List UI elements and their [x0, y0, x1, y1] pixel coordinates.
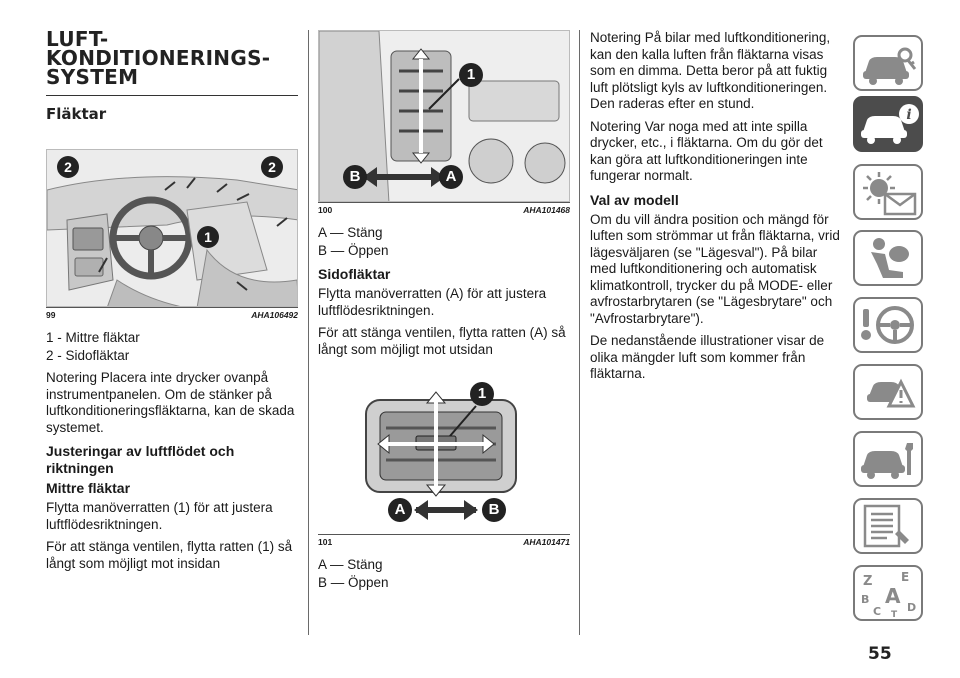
middle-vents-p2: För att stänga ventilen, flytta ratten (1) så långt som möjligt mot insidan — [46, 539, 293, 571]
column-3 — [590, 30, 842, 389]
callout-2-right: 2 — [261, 156, 283, 178]
tab-emergency[interactable] — [853, 364, 923, 420]
callout-1: 1 — [459, 63, 483, 87]
index-letter-b: B — [861, 593, 870, 606]
legend-item-2: 2 - Sidofläktar — [46, 347, 130, 363]
model-selection-p1: Om du vill ändra position och mängd för luften som strömmar ut från fläktarna, vrid lägesväljaren (se "Lägesval"). På bilar med luftkonditionering och automatisk klimatkontroll, trycker du på MODE- eller avfrostarbrytaren (se "Lägesbrytare" och "Avfrostarbrytare"). — [590, 211, 840, 326]
car-key-icon — [855, 37, 921, 89]
triangle-warning-car-icon — [855, 366, 921, 418]
tab-car-info[interactable] — [853, 96, 923, 152]
side-vents-p2: För att stänga ventilen, flytta ratten (A) så långt som möjligt mot utsidan — [318, 325, 566, 357]
note-cold-air-mist: Notering På bilar med luftkonditionering, kan den kalla luften från fläktarna visas som en dimma. Detta beror på att fuktig luft plötsligt kyls av luftkonditioneringen. Den raderas efter en stund. — [590, 30, 831, 111]
figure-99-caption — [46, 307, 298, 320]
callout-a: A — [388, 498, 412, 522]
figure-101-number: 101 — [318, 537, 333, 547]
page-number: 55 — [868, 644, 892, 664]
tab-technical-data[interactable] — [853, 498, 923, 554]
index-letter-c: C — [873, 605, 882, 618]
fig100-legend-b: B — Öppen — [318, 242, 389, 258]
svg-text:i: i — [906, 107, 912, 123]
middle-vents-heading: Mittre fläktar — [46, 480, 131, 496]
column-2 — [318, 30, 570, 597]
figure-100-caption — [318, 202, 570, 215]
car-wrench-icon — [855, 433, 921, 485]
index-letter-e: E — [901, 570, 910, 584]
figure-100-side-vent — [318, 30, 570, 202]
adjust-heading: Justeringar av luftflödet och riktningen — [46, 443, 235, 476]
tab-warning-lights[interactable] — [853, 164, 923, 220]
figure-101-code: AHA101471 — [523, 537, 570, 547]
callout-1: 1 — [470, 382, 494, 406]
callout-2-left: 2 — [57, 156, 79, 178]
callout-b: B — [343, 165, 367, 189]
tab-safety[interactable] — [853, 230, 923, 286]
warning-light-envelope-icon — [855, 166, 921, 218]
figure-99-number: 99 — [46, 310, 56, 320]
figure-100-number: 100 — [318, 205, 333, 215]
fig101-legend-b: B — Öppen — [318, 574, 389, 590]
fig100-legend-a: A — Stäng — [318, 225, 383, 240]
note-drinks: Notering Placera inte drycker ovanpå instrumentpanelen. Om de stänker på luftkonditioneringsfläktarna, kan de skada systemet. — [46, 370, 295, 435]
figure-101-middle-vent — [318, 372, 570, 534]
tab-car-key[interactable] — [853, 35, 923, 91]
steering-wheel-icon — [855, 299, 921, 351]
middle-vent-illustration — [318, 372, 570, 534]
section-subtitle: Fläktar — [46, 105, 107, 123]
alphabet-index-icon — [855, 567, 921, 619]
tab-index[interactable] — [853, 565, 923, 621]
index-letter-d: D — [907, 601, 917, 614]
side-vents-p1: Flytta manöverratten (A) för att justera luftflödesriktningen. — [318, 286, 547, 318]
index-letter-t: T — [891, 610, 898, 619]
index-letter-a: A — [885, 584, 901, 608]
seat-airbag-icon — [855, 232, 921, 284]
legend-item-1: 1 - Mittre fläktar — [46, 330, 140, 345]
section-title: LUFT- KONDITIONERINGS- SYSTEM — [46, 27, 271, 89]
title-rule — [46, 95, 298, 96]
model-selection-p2: De nedanstående illustrationer visar de olika mängder luft som kommer från fläktarna. — [590, 333, 825, 381]
callout-1: 1 — [197, 226, 219, 248]
column-divider-1 — [308, 30, 309, 635]
note-spill: Notering Var noga med att inte spilla drycker, etc., i fläktarna. Om du gör det kan göra att luftkonditioneringen inte fungerar normalt. — [590, 118, 823, 183]
model-selection-heading: Val av modell — [590, 191, 679, 208]
car-info-icon — [855, 98, 921, 150]
fig101-legend-a: A — Stäng — [318, 557, 383, 572]
figure-100-code: AHA101468 — [523, 205, 570, 215]
index-letter-z: Z — [863, 574, 873, 589]
tab-starting-driving[interactable] — [853, 297, 923, 353]
column-1 — [46, 27, 298, 578]
spec-list-icon — [855, 500, 921, 552]
figure-99-dashboard — [46, 149, 298, 307]
middle-vents-p1: Flytta manöverratten (1) för att justera luftflödesriktningen. — [46, 500, 273, 532]
callout-a: A — [439, 165, 463, 189]
tab-maintenance[interactable] — [853, 431, 923, 487]
figure-101-caption — [318, 534, 570, 547]
dashboard-illustration — [47, 150, 298, 307]
column-divider-2 — [579, 30, 580, 635]
callout-b: B — [482, 498, 506, 522]
side-vents-heading: Sidofläktar — [318, 266, 391, 282]
figure-99-code: AHA106492 — [251, 310, 298, 320]
